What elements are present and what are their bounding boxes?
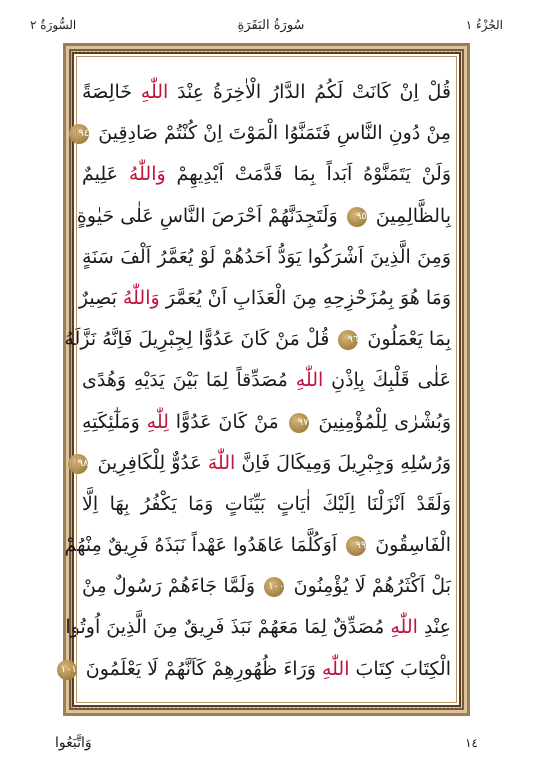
ayah-number-marker: ١٠١ bbox=[57, 660, 77, 680]
verse-text: بَلْ اَكْثَرُهُمْ لَا يُؤْمِنُونَ bbox=[287, 575, 451, 598]
text-line bbox=[77, 443, 451, 484]
verse-text: وَمَا هُوَ بِمُزَحْزِحِهِ مِنَ الْعَذَابِ اَنْ يُعَمَّرَ bbox=[159, 286, 451, 309]
text-line bbox=[76, 196, 451, 237]
text-line bbox=[64, 319, 451, 360]
verse-text: بِالظَّالِمِينَ bbox=[369, 204, 451, 227]
verse-text: اَوَكُلَّمَا عَاهَدُوا عَهْداً نَبَذَهُ فَرِيقٌ مِنْهُمْ bbox=[64, 534, 344, 557]
text-line bbox=[82, 566, 451, 607]
divine-name-text: اللّٰهِ bbox=[140, 81, 169, 103]
verse-text: مُصَدِّقٌ لِمَا مَعَهُمْ نَبَذَ فَرِيقٌ مِنَ الَّذِينَ اُوتُوا bbox=[65, 616, 391, 639]
quran-text-block bbox=[60, 72, 452, 690]
page-header bbox=[30, 10, 503, 40]
verse-text: عِنْدِ bbox=[417, 616, 451, 639]
divine-name-text: وَاللّٰهُ bbox=[122, 286, 160, 309]
text-line bbox=[82, 484, 451, 525]
text-line bbox=[78, 278, 451, 319]
surah-number: السُّورَةُ ٢ bbox=[30, 18, 77, 32]
ayah-number-marker: ٩٤ bbox=[69, 124, 89, 144]
ayah-number-marker: ١٠٠ bbox=[264, 577, 284, 597]
text-line bbox=[65, 607, 451, 648]
text-line bbox=[78, 113, 451, 154]
ornamental-frame bbox=[60, 43, 470, 716]
verse-text: عَلِيمٌ bbox=[82, 163, 129, 186]
divine-name-text: اللّٰهَ bbox=[207, 451, 236, 474]
catchword: وَاتَّبَعُوا bbox=[55, 735, 92, 751]
verse-text: مِنْ دُونِ النَّاسِ فَتَمَنَّوُا الْمَوْتَ اِنْ كُنْتُمْ صَادِقِينَ bbox=[92, 122, 451, 145]
text-line bbox=[60, 649, 451, 690]
text-line bbox=[82, 72, 451, 113]
divine-name-text: اللّٰهِ bbox=[390, 616, 418, 639]
text-panel bbox=[60, 52, 461, 707]
surah-name: سُورَةُ البَقَرَةِ bbox=[237, 17, 305, 33]
verse-text: وَمِنَ الَّذِينَ اَشْرَكُوا يَوَدُّ اَحَدُهُمْ لَوْ يُعَمَّرُ اَلْفَ سَنَةٍ bbox=[82, 245, 451, 268]
verse-text: عَدُوٌّ لِلْكَافِرِينَ bbox=[91, 451, 208, 474]
verse-text: وَبُشْرٰى لِلْمُؤْمِنِينَ bbox=[311, 410, 452, 433]
verse-text: مُصَدِّقاً لِمَا بَيْنَ يَدَيْهِ وَهُدًى bbox=[82, 369, 296, 392]
text-line bbox=[82, 402, 451, 443]
verse-text: بِمَا يَعْمَلُونَ bbox=[361, 328, 451, 351]
juz-label: الجُزْءُ ١ bbox=[465, 18, 503, 32]
verse-text: بَصِيرٌ bbox=[78, 286, 123, 309]
verse-text: الْكِتَابَ كِتَابَ bbox=[349, 657, 451, 680]
ayah-number-marker: ٩٥ bbox=[347, 207, 367, 227]
divine-name-text: اللّٰهِ bbox=[321, 657, 350, 680]
verse-text: وَمَلٰٓئِكَتِهِ bbox=[82, 410, 147, 433]
verse-text: وَلَنْ يَتَمَنَّوْهُ اَبَداً بِمَا قَدَّمَتْ اَيْدِيهِمْ bbox=[165, 163, 452, 186]
ayah-number-marker: ٩٨ bbox=[68, 454, 88, 474]
verse-text: قُلْ اِنْ كَانَتْ لَكُمُ الدَّارُ الْاٰخِرَةُ عِنْدَ bbox=[168, 81, 451, 103]
verse-text: وَلَقَدْ اَنْزَلْنَا اِلَيْكَ اٰيَاتٍ بَيِّنَاتٍ وَمَا يَكْفُرُ بِهَا اِلَّا bbox=[82, 492, 451, 515]
text-line bbox=[82, 154, 451, 195]
verse-text: وَرُسُلِهِ وَجِبْرِيلَ وَمِيكَالَ فَاِنَّ bbox=[235, 451, 451, 474]
ayah-number-marker: ٩٦ bbox=[338, 330, 358, 350]
verse-text: الْفَاسِقُونَ bbox=[369, 534, 451, 557]
divine-name-text: اللّٰهِ bbox=[295, 369, 324, 392]
divine-name-text: وَاللّٰهُ bbox=[128, 163, 166, 186]
text-line bbox=[82, 360, 451, 401]
verse-text: قُلْ مَنْ كَانَ عَدُوًّا لِجِبْرِيلَ فَاِنَّهُ نَزَّلَهُ bbox=[64, 328, 336, 351]
divine-name-text: لِلّٰهِ bbox=[146, 410, 169, 433]
page-number: ١٤ bbox=[465, 736, 478, 750]
verse-text: عَلٰى قَلْبِكَ بِاِذْنِ bbox=[323, 369, 451, 392]
verse-text: وَرَاءَ ظُهُورِهِمْ كَاَنَّهُمْ لَا يَعْلَمُونَ bbox=[79, 657, 322, 680]
text-line bbox=[64, 525, 451, 566]
ayah-number-marker: ٩٧ bbox=[289, 413, 309, 433]
verse-text: خَالِصَةً bbox=[82, 81, 141, 103]
text-line bbox=[82, 237, 451, 278]
page-footer bbox=[55, 728, 478, 758]
verse-text: مَنْ كَانَ عَدُوًّا bbox=[168, 410, 286, 433]
ayah-number-marker: ٩٩ bbox=[346, 536, 366, 556]
verse-text: وَلَمَّا جَاءَهُمْ رَسُولٌ مِنْ bbox=[82, 575, 262, 598]
verse-text: وَلَتَجِدَنَّهُمْ اَحْرَصَ النَّاسِ عَلٰى حَيٰوةٍ bbox=[76, 204, 344, 227]
